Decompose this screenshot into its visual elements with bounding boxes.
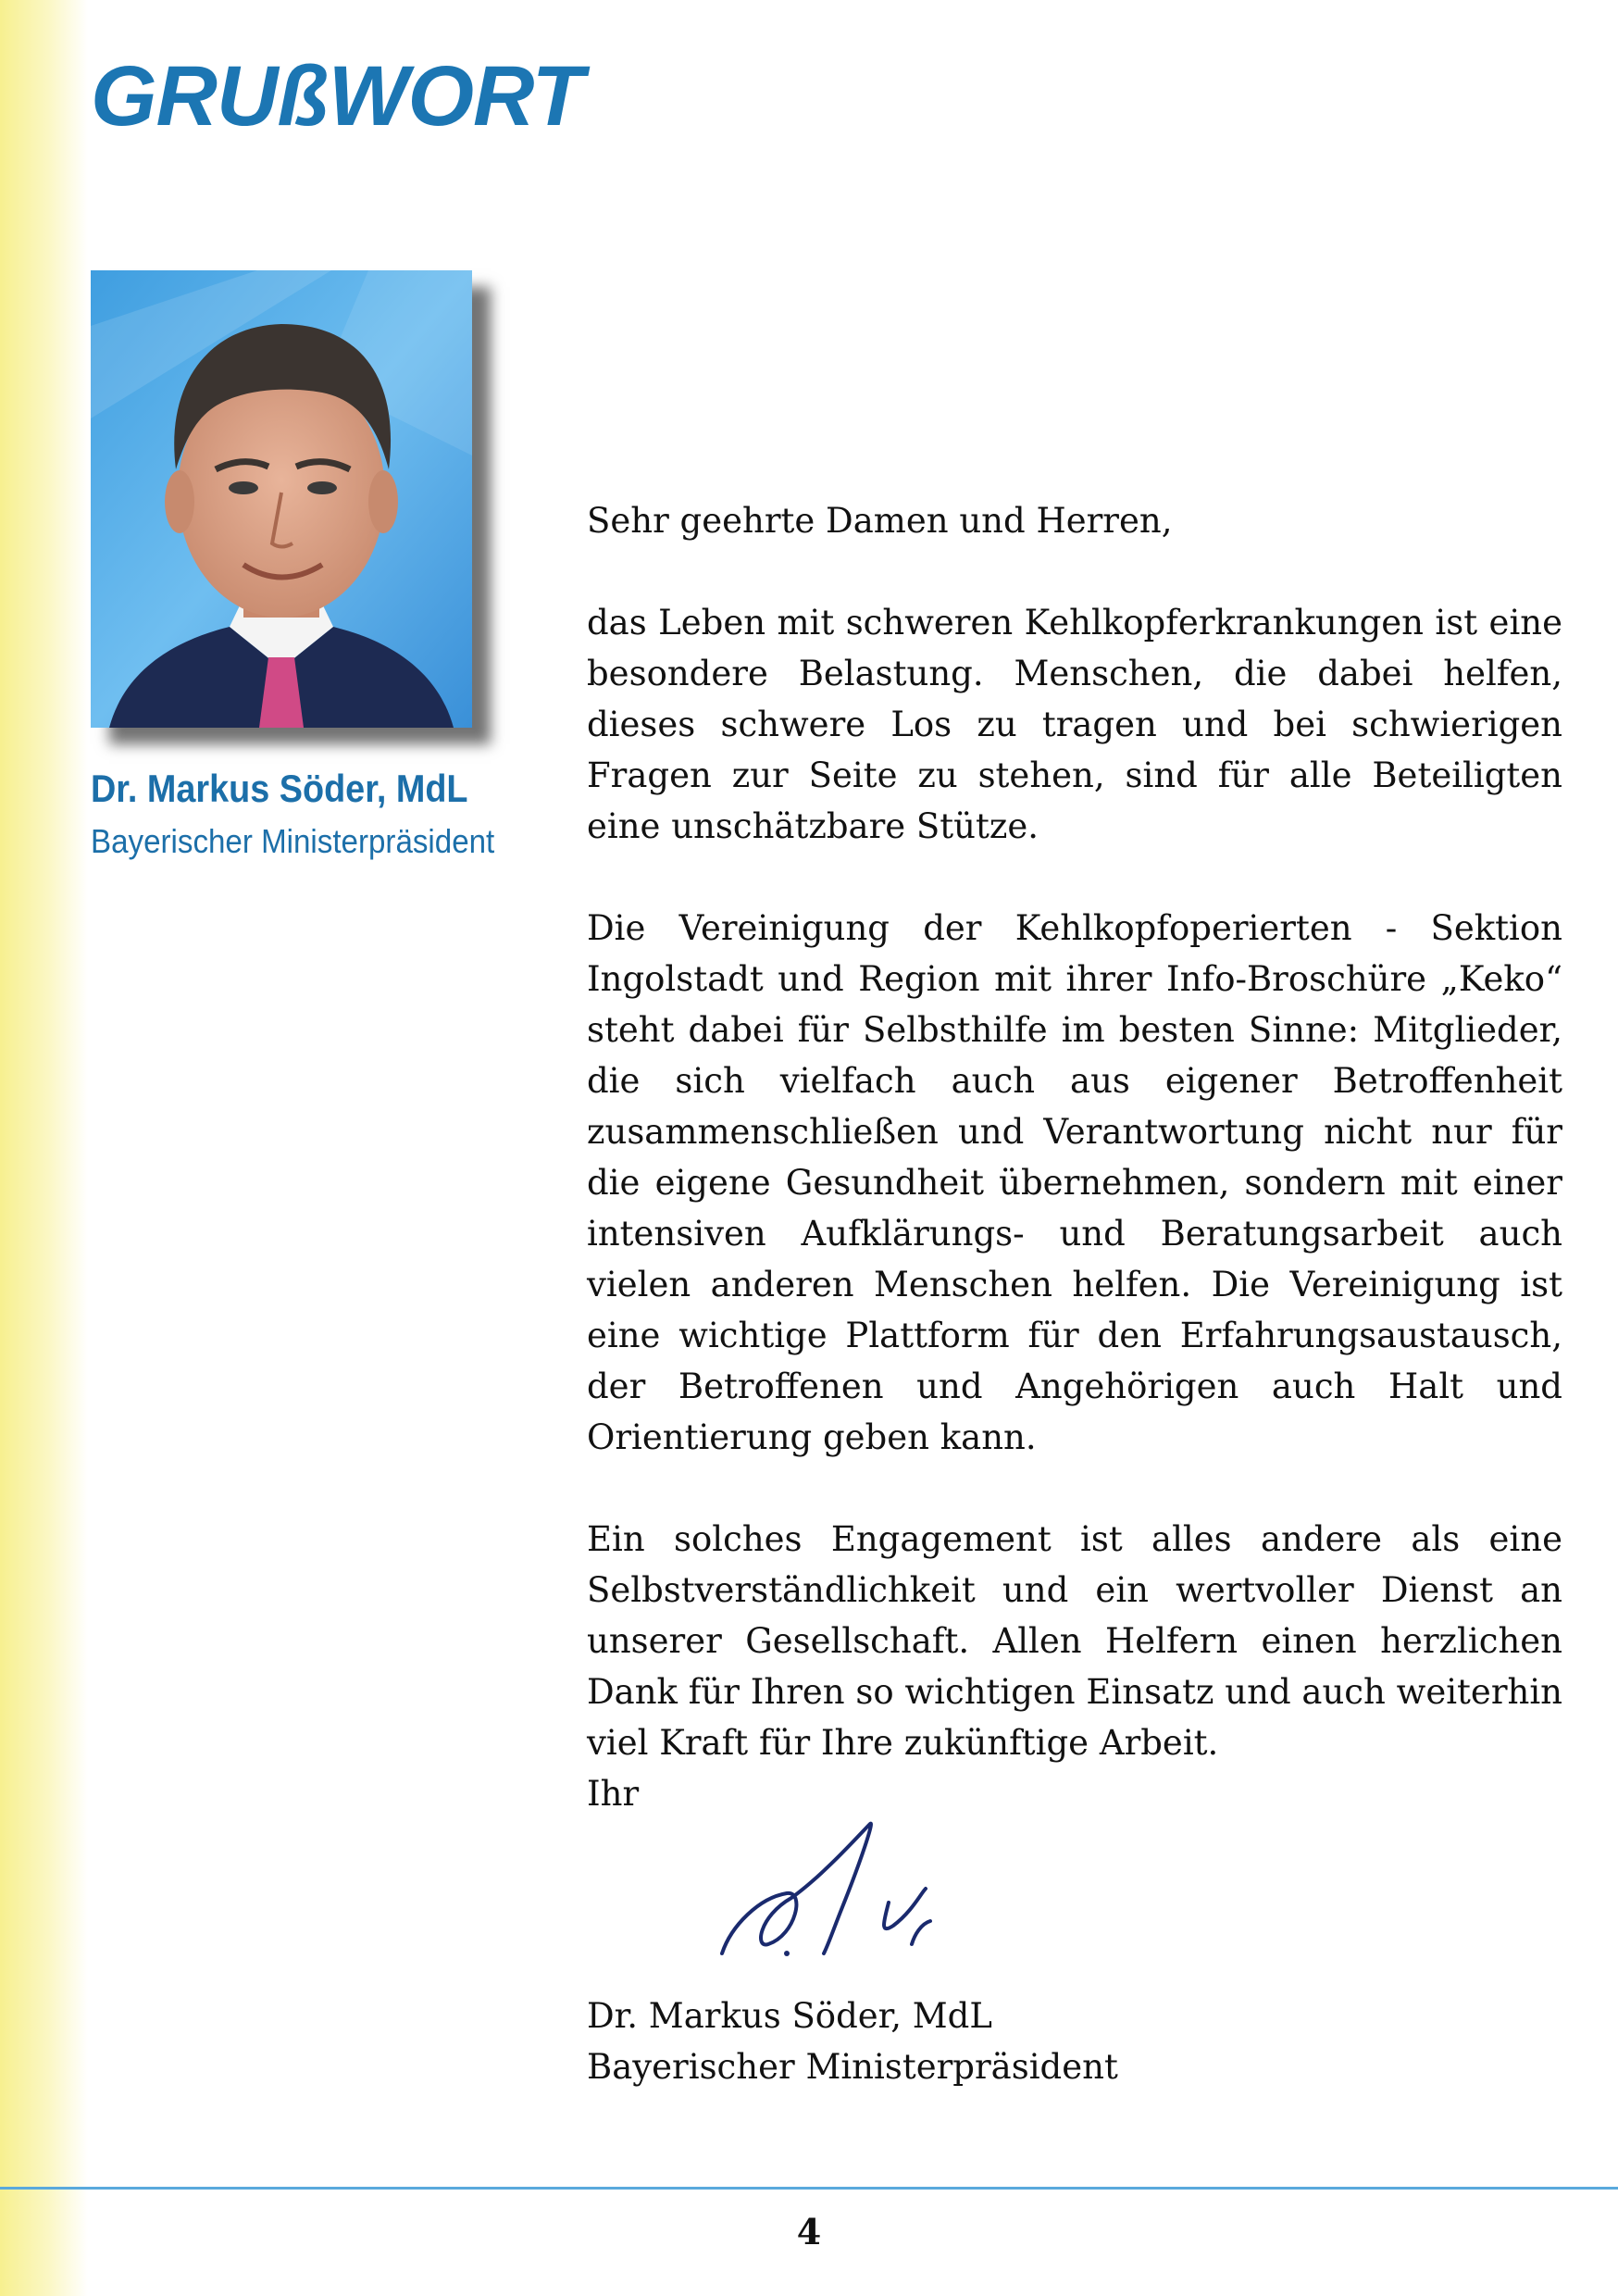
letter-paragraph-3: Ein solches Engagement ist alles andere als eine Selbstverständlichkeit und ein wertvoller Dienst an unserer Gesellschaft. Allen Helfern einen herzlichen Dank für Ihren so wichtigen Einsatz und auch weiterhin viel Kraft für Ihre zukünftige Arbeit. (587, 1519, 1562, 1763)
signer-name: Dr. Markus Söder, MdL (587, 1996, 992, 2036)
letter-salutation: Sehr geehrte Damen und Herren, (587, 501, 1173, 541)
letter-closing: Ihr (587, 1774, 640, 1814)
signer-block (587, 1990, 1118, 2092)
handwritten-signature (703, 1805, 944, 1972)
portrait-photo (91, 270, 472, 728)
signer-role: Bayerischer Ministerpräsident (587, 2047, 1118, 2087)
portrait-frame (91, 270, 472, 728)
portrait-caption-role: Bayerischer Ministerpräsident (91, 822, 495, 860)
letter-paragraph-2: Die Vereinigung der Kehlkopfoperierten - Sektion Ingolstadt und Region mit ihrer Info-Broschüre „Keko“ steht dabei für Selbsthilfe im besten Sinne: Mitglieder, die sich vielfach auch aus eigener Betroffenheit zusammenschließen und Verantwortung nicht nur für die eigene Gesundheit übernehmen, sondern mit einer intensiven Aufklärungs- und Beratungsarbeit auch vielen anderen Menschen helfen. Die Vereinigung ist eine wichtige Plattform für den Erfahrungsaustausch, der Betroffenen und Angehörigen auch Halt und Orientierung geben kann. (587, 908, 1562, 1457)
decorative-left-band (0, 0, 88, 2296)
letter-body (587, 495, 1562, 1819)
page-title: GRUßWORT (91, 49, 584, 144)
page-number: 4 (796, 2211, 822, 2252)
letter-paragraph-1: das Leben mit schweren Kehlkopferkrankungen ist eine besondere Belastung. Menschen, die dabei helfen, dieses schwere Los zu tragen und bei schwierigen Fragen zur Seite zu stehen, sind für alle Beteiligten eine unschätzbare Stütze. (587, 603, 1562, 846)
footer-divider (0, 2187, 1618, 2190)
portrait-caption-name: Dr. Markus Söder, MdL (91, 767, 468, 810)
